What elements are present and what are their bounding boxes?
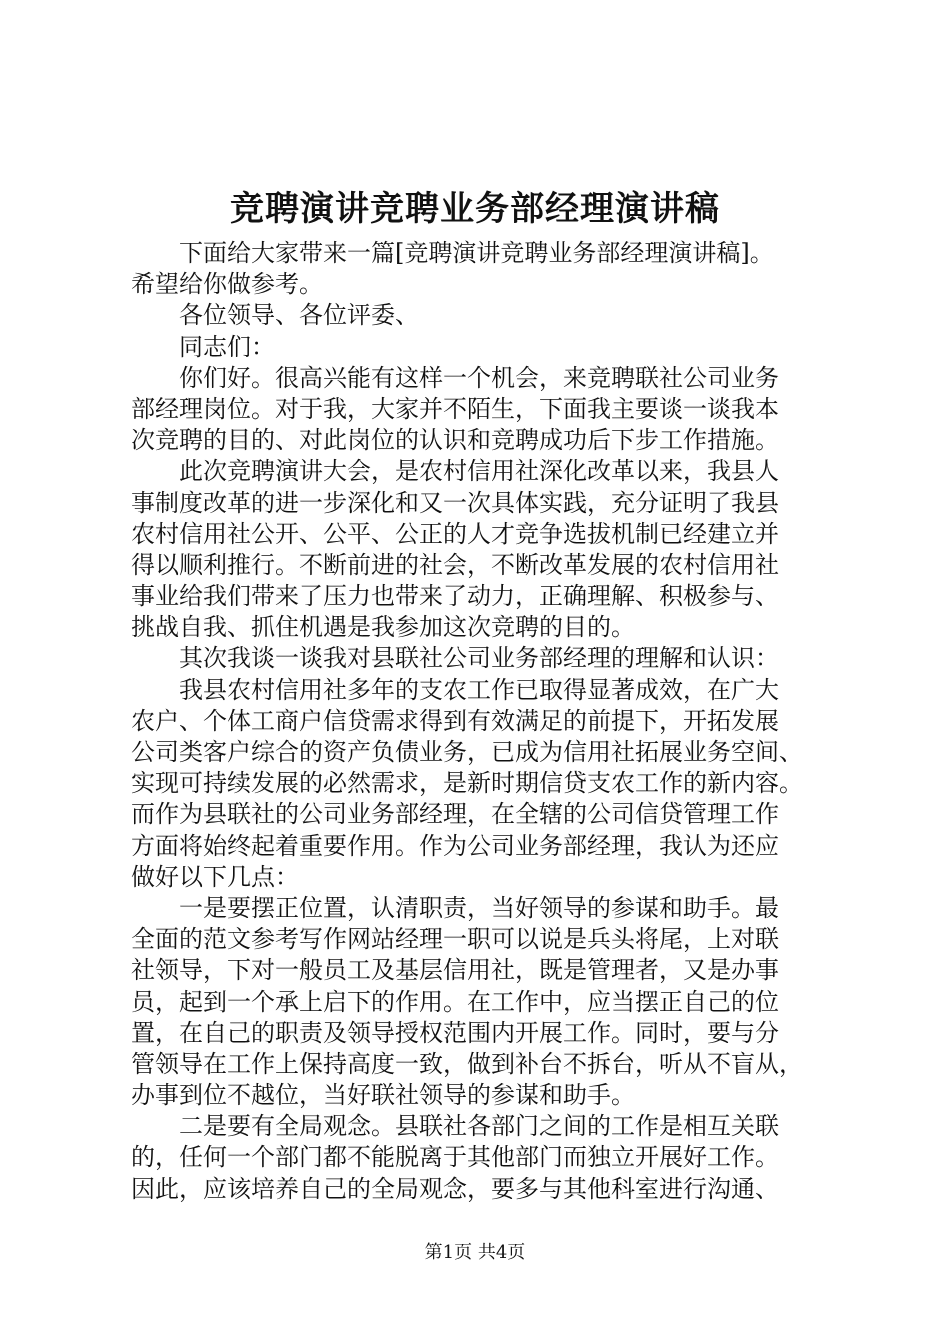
body-text-line: 其次我谈一谈我对县联社公司业务部经理的理解和认识： [179, 644, 779, 673]
page-footer: 第1页 共4页 [424, 1242, 526, 1263]
body-text-line: 实现可持续发展的必然需求，是新时期信贷支农工作的新内容。 [131, 769, 803, 798]
body-text-line: 全面的范文参考写作网站经理一职可以说是兵头将尾，上对联 [131, 925, 779, 954]
body-text-line: 因此，应该培养自己的全局观念，要多与其他科室进行沟通、 [131, 1174, 779, 1203]
body-text-line: 办事到位不越位，当好联社领导的参谋和助手。 [131, 1081, 635, 1110]
body-text-line: 下面给大家带来一篇[竞聘演讲竞聘业务部经理演讲稿]。 [179, 239, 774, 267]
body-text-line: 管领导在工作上保持高度一致，做到补台不拆台，听从不盲从， [131, 1049, 803, 1078]
body-text-line: 你们好。很高兴能有这样一个机会，来竞聘联社公司业务 [179, 363, 779, 392]
body-text-line: 得以顺利推行。不断前进的社会，不断改革发展的农村信用社 [131, 550, 779, 579]
body-text-line: 此次竞聘演讲大会，是农村信用社深化改革以来，我县人 [179, 457, 779, 486]
body-text-line: 置，在自己的职责及领导授权范围内开展工作。同时，要与分 [131, 1018, 779, 1047]
body-text-line: 同志们： [179, 332, 275, 361]
body-text-line: 农村信用社公开、公平、公正的人才竞争选拔机制已经建立并 [131, 519, 779, 548]
body-text-line: 农户、个体工商户信贷需求得到有效满足的前提下，开拓发展 [131, 706, 779, 735]
body-text-line: 我县农村信用社多年的支农工作已取得显著成效，在广大 [179, 675, 779, 704]
body-text-line: 公司类客户综合的资产负债业务，已成为信用社拓展业务空间、 [131, 738, 803, 766]
body-text-line: 各位领导、各位评委、 [179, 301, 419, 330]
body-text-line: 事业给我们带来了压力也带来了动力，正确理解、积极参与、 [131, 582, 779, 611]
body-text-line: 员，起到一个承上启下的作用。在工作中，应当摆正自己的位 [131, 987, 779, 1016]
body-text-line: 方面将始终起着重要作用。作为公司业务部经理，我认为还应 [131, 831, 779, 860]
body-text-line: 挑战自我、抓住机遇是我参加这次竞聘的目的。 [131, 613, 635, 642]
document-body [131, 238, 831, 1205]
body-text-line: 的，任何一个部门都不能脱离于其他部门而独立开展好工作。 [131, 1143, 779, 1172]
body-text-line: 社领导，下对一般员工及基层信用社，既是管理者，又是办事 [131, 956, 779, 985]
body-text-line: 事制度改革的进一步深化和又一次具体实践，充分证明了我县 [131, 488, 779, 517]
document-title: 竞聘演讲竞聘业务部经理演讲稿 [230, 189, 720, 229]
body-text-line: 而作为县联社的公司业务部经理，在全辖的公司信贷管理工作 [131, 800, 779, 829]
body-text-line: 一是要摆正位置，认清职责，当好领导的参谋和助手。最 [179, 893, 779, 922]
body-text-line: 希望给你做参考。 [131, 270, 323, 299]
body-text-line: 做好以下几点： [131, 862, 299, 891]
body-text-line: 部经理岗位。对于我，大家并不陌生，下面我主要谈一谈我本 [131, 394, 779, 423]
body-text-line: 次竞聘的目的、对此岗位的认识和竞聘成功后下步工作措施。 [131, 426, 779, 455]
body-text-line: 二是要有全局观念。县联社各部门之间的工作是相互关联 [179, 1112, 779, 1141]
